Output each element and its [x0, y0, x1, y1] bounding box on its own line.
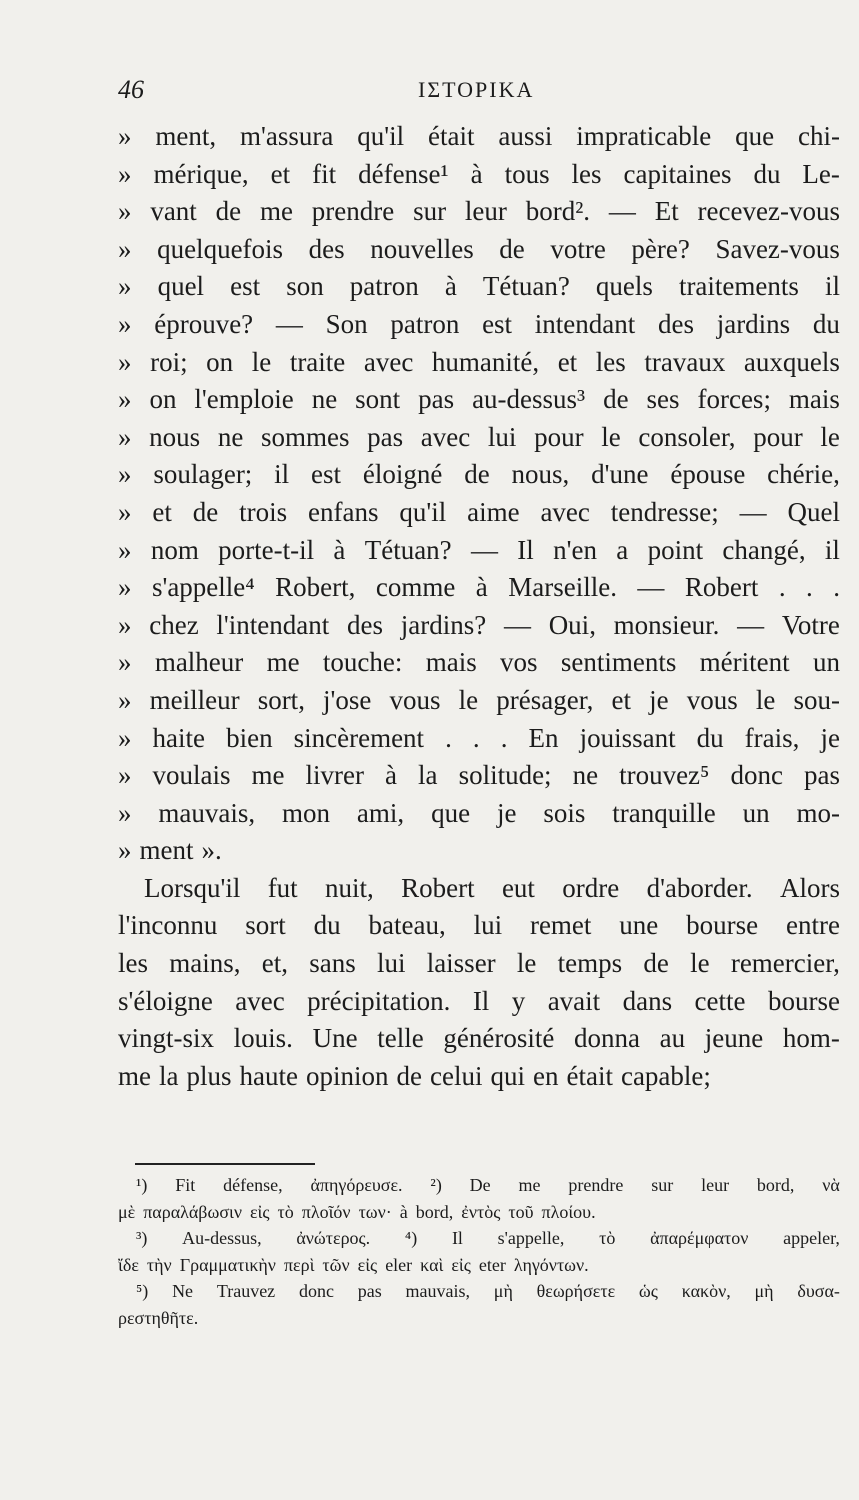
- text-line: » soulager; il est éloigné de nous, d'une épouse chérie,: [118, 459, 840, 490]
- page-header: [118, 75, 838, 115]
- running-head: ΙΣΤΟΡΙΚΑ: [418, 77, 535, 102]
- text-line: » vant de me prendre sur leur bord². — Et recevez-vous: [118, 196, 840, 227]
- text-line: » voulais me livrer à la solitude; ne trouvez⁵ donc pas: [118, 760, 840, 791]
- text-line: vingt-six louis. Une telle générosité donna au jeune hom-: [118, 1023, 840, 1054]
- text-line: » ment, m'assura qu'il était aussi impraticable que chi-: [118, 121, 840, 151]
- text-line: » quelquefois des nouvelles de votre père? Savez-vous: [118, 233, 840, 264]
- text-line: » haite bien sincèrement . . . En jouissant du frais, je: [118, 722, 840, 753]
- footnote-line: μὲ παραλάβωσιν εἰς τὸ πλοῖόν των· à bord, ἐντὸς τοῦ πλοίου.: [118, 1201, 596, 1222]
- text-line: » on l'emploie ne sont pas au-dessus³ de ses forces; mais: [118, 384, 840, 415]
- footnote-line: ⁵) Ne Trauvez donc pas mauvais, μὴ θεωρήσετε ὡς κακὸν, μὴ δυσα-: [136, 1281, 840, 1301]
- footnote-line: ¹) Fit défense, ἀπηγόρευσε. ²) De me prendre sur leur bord, νὰ: [136, 1175, 840, 1195]
- page-number: 46: [118, 75, 144, 104]
- text-line: » s'appelle⁴ Robert, comme à Marseille. — Robert . . .: [118, 572, 840, 603]
- text-line: Lorsqu'il fut nuit, Robert eut ordre d'aborder. Alors: [144, 872, 840, 903]
- text-line: » et de trois enfans qu'il aime avec tendresse; — Quel: [118, 496, 840, 527]
- text-line: les mains, et, sans lui laisser le temps de le remercier,: [118, 948, 840, 979]
- text-line: » roi; on le traite avec humanité, et les travaux auxquels: [118, 346, 840, 377]
- text-line: » nom porte-t-il à Tétuan? — Il n'en a point changé, il: [118, 534, 840, 565]
- text-line: » malheur me touche: mais vos sentiments méritent un: [118, 647, 840, 678]
- text-line: » quel est son patron à Tétuan? quels traitements il: [118, 271, 840, 302]
- text-line: » meilleur sort, j'ose vous le présager, et je vous le sou-: [118, 684, 840, 715]
- text-line: » mérique, et fit défense¹ à tous les capitaines du Le-: [118, 158, 840, 189]
- text-line: » mauvais, mon ami, que je sois tranquille un mo-: [118, 797, 840, 828]
- text-line: » chez l'intendant des jardins? — Oui, monsieur. — Votre: [118, 609, 840, 640]
- text-line: s'éloigne avec précipitation. Il y avait dans cette bourse: [118, 985, 840, 1016]
- body-text: [118, 118, 840, 1095]
- footnotes: [118, 1172, 840, 1331]
- footnote-line: ἴδε τὴν Γραμματικὴν περὶ τῶν εἰς eler καὶ εἰς eter ληγόντων.: [118, 1254, 589, 1275]
- text-line: » nous ne sommes pas avec lui pour le consoler, pour le: [118, 421, 840, 452]
- footnote-rule: [135, 1163, 315, 1165]
- text-line: » éprouve? — Son patron est intendant des jardins du: [118, 308, 840, 339]
- text-line: » ment ».: [118, 835, 222, 866]
- text-line: me la plus haute opinion de celui qui en était capable;: [118, 1060, 711, 1091]
- footnote-line: ρεστηθῆτε.: [118, 1307, 199, 1328]
- footnote-line: ³) Au-dessus, ἀνώτερος. ⁴) Il s'appelle, τὸ ἀπαρέμφατον appeler,: [136, 1228, 840, 1248]
- text-line: l'inconnu sort du bateau, lui remet une bourse entre: [118, 910, 840, 941]
